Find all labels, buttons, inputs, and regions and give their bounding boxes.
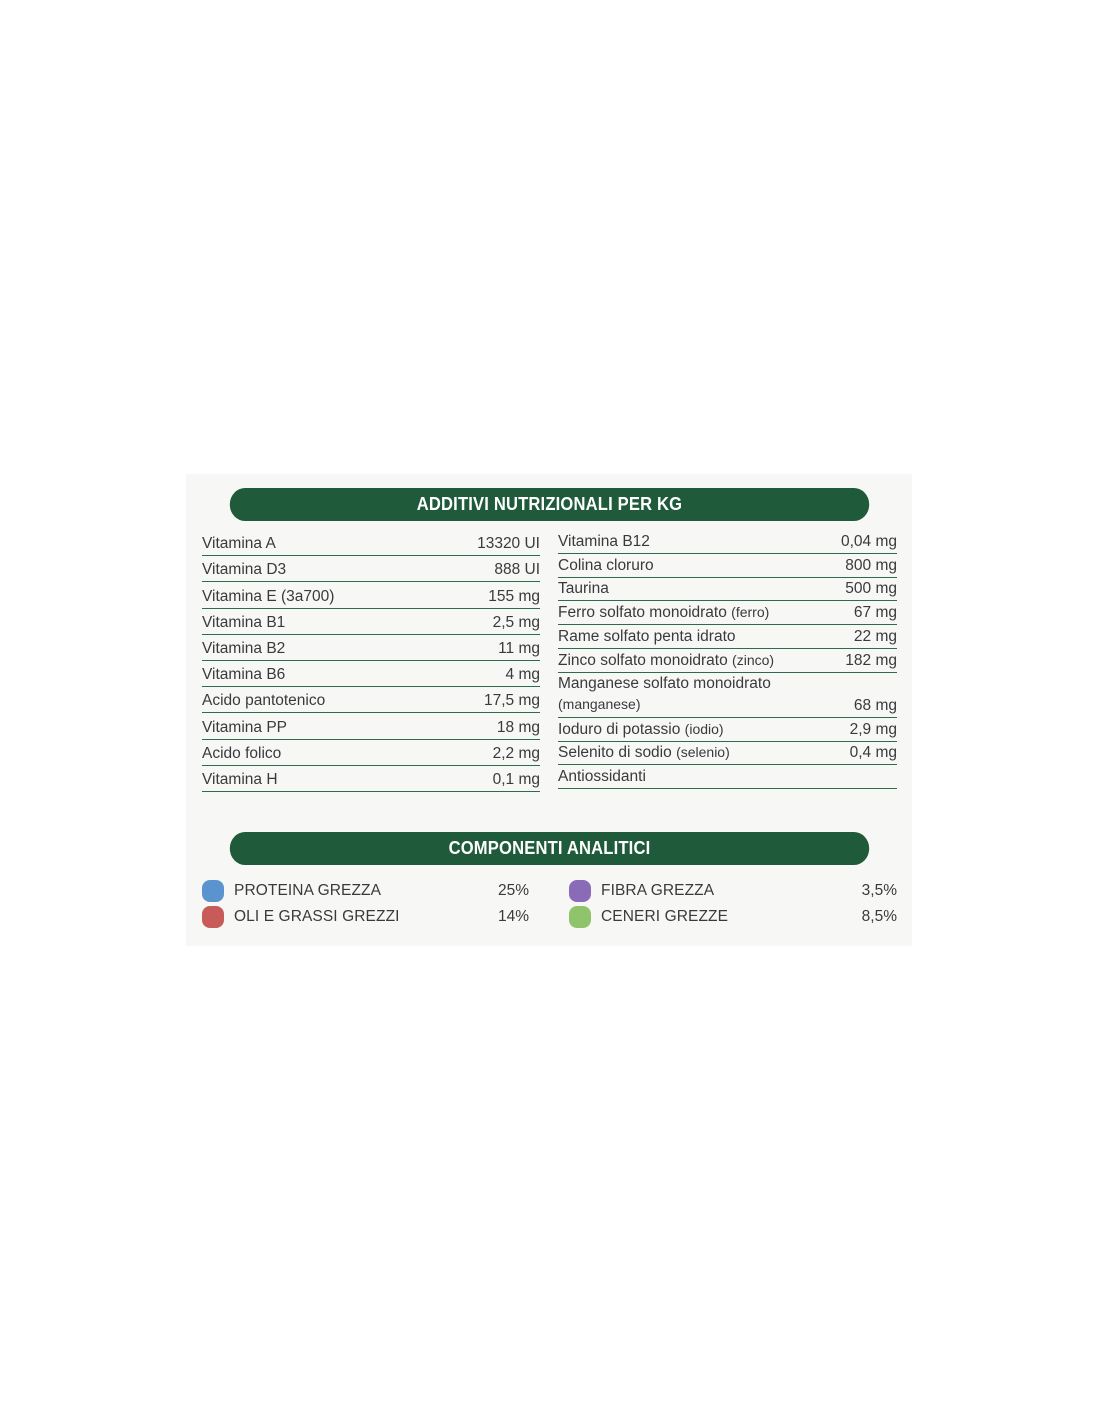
nutrition-panel [186,474,912,946]
table-row: Vitamina E (3a700) 155 mg [202,582,540,608]
additivi-left-column [202,530,540,792]
list-item: CENERI GREZZE 8,5% [569,904,897,930]
additivi-title: ADDITIVI NUTRIZIONALI PER KG [416,494,683,514]
componenti-left-column [202,878,529,930]
table-row: Vitamina D3 888 UI [202,556,540,582]
componenti-right-column [569,878,897,930]
table-row: Manganese solfato monoidrato (manganese) 68 mg [558,673,897,718]
table-row: Rame solfato penta idrato 22 mg [558,625,897,649]
color-swatch-icon [202,880,224,902]
additivi-header [230,488,869,521]
table-row: Selenito di sodio (selenio) 0,4 mg [558,742,897,766]
list-item: PROTEINA GREZZA 25% [202,878,529,904]
table-row: Vitamina PP 18 mg [202,713,540,739]
table-row: Vitamina H 0,1 mg [202,766,540,792]
list-item: OLI E GRASSI GREZZI 14% [202,904,529,930]
table-row: Acido folico 2,2 mg [202,740,540,766]
additivi-right-column [558,530,897,789]
list-item: FIBRA GREZZA 3,5% [569,878,897,904]
color-swatch-icon [569,880,591,902]
table-row: Ioduro di potassio (iodio) 2,9 mg [558,718,897,742]
componenti-header [230,832,869,865]
table-row: Colina cloruro 800 mg [558,554,897,578]
table-row: Zinco solfato monoidrato (zinco) 182 mg [558,649,897,673]
color-swatch-icon [569,906,591,928]
table-row: Vitamina B6 4 mg [202,661,540,687]
table-row: Acido pantotenico 17,5 mg [202,687,540,713]
table-row: Ferro solfato monoidrato (ferro) 67 mg [558,601,897,625]
table-row: Taurina 500 mg [558,578,897,602]
color-swatch-icon [202,906,224,928]
table-row: Vitamina B12 0,04 mg [558,530,897,554]
table-row: Antiossidanti [558,765,897,789]
table-row: Vitamina B1 2,5 mg [202,609,540,635]
table-row: Vitamina A 13320 UI [202,530,540,556]
componenti-title: COMPONENTI ANALITICI [448,838,651,858]
table-row: Vitamina B2 11 mg [202,635,540,661]
